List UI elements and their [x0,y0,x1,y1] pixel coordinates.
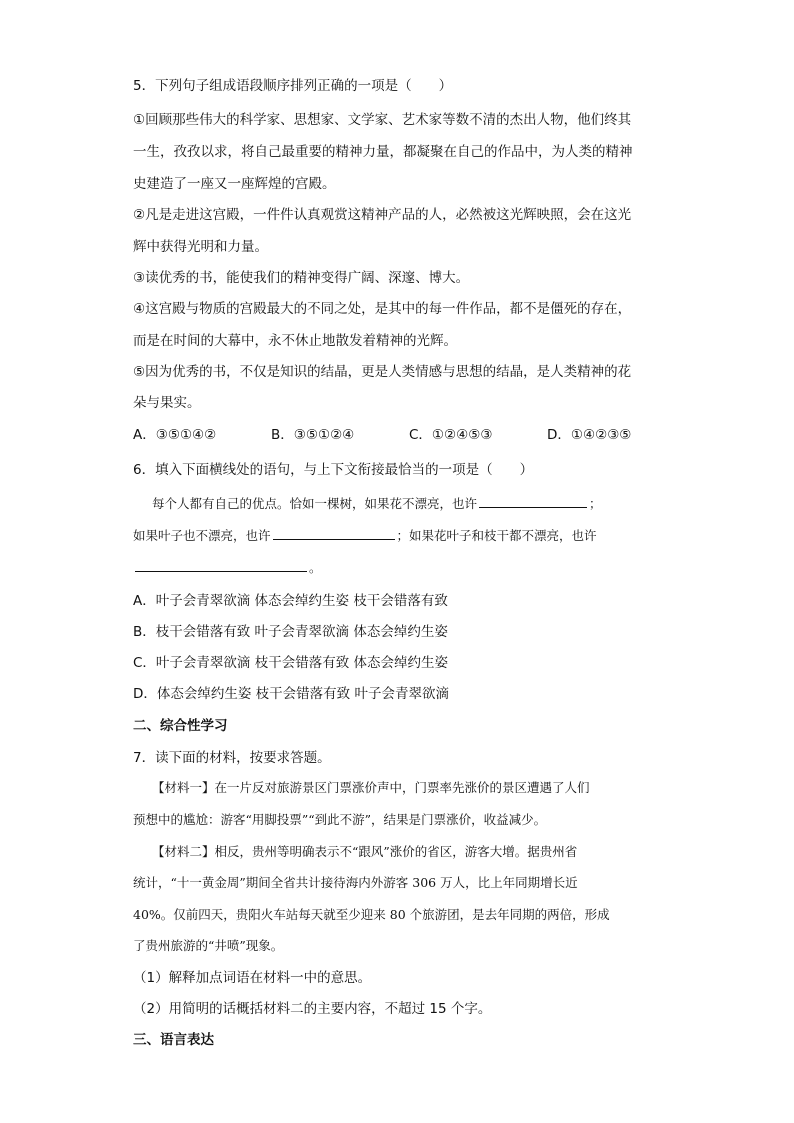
q6-passage-line-2 [133,526,597,544]
q7-subquestion-1: （1）解释加点词语在材料一中的意思。 [133,970,372,986]
q7-material-2-line-4: 了贵州旅游的“井喷”现象。 [133,938,284,953]
q6-passage-semicolon-1: ； [589,496,602,511]
q5-sentence-4-line-1: ④这宫殿与物质的宫殿最大的不同之处，是其中的每一件作品，都不是僵死的存在， [133,301,632,317]
q5-sentence-4-line-2: 而是在时间的大幕中，永不休止地散发着精神的光辉。 [133,333,457,349]
q7-material-2-line-2: 统计，“十一黄金周”期间全省共计接待海内外游客 306 万人，比上年同期增长近 [133,875,578,890]
q5-sentence-2-line-2: 辉中获得光明和力量。 [133,239,268,255]
q5-option-d[interactable]: D．①④②③⑤ [547,427,632,443]
q5-stem: 5．下列句子组成语段顺序排列正确的一项是（ ） [133,78,453,94]
q5-sentence-1-line-1: ①回顾那些伟大的科学家、思想家、文学家、艺术家等数不清的杰出人物，他们终其 [133,112,632,128]
q6-passage-text-3: ；如果花叶子和枝干都不漂亮，也许 [396,528,597,543]
q5-option-a[interactable]: A．③⑤①④② [133,427,217,443]
q6-blank-3[interactable] [135,570,307,572]
q5-option-c[interactable]: C．①②④⑤③ [409,427,493,443]
q7-stem: 7．读下面的材料，按要求答题。 [133,750,331,766]
q7-material-1-line-2: 预想中的尴尬：游客“用脚投票”“到此不游”，结果是门票涨价，收益减少。 [133,812,547,827]
q7-material-2-line-3: 40%。仅前四天，贵阳火车站每天就至少迎来 80 个旅游团，是去年同期的两倍，形成 [133,907,610,922]
q6-option-b[interactable]: B．枝干会错落有致 叶子会青翠欲滴 体态会绰约生姿 [133,624,448,640]
q7-subquestion-2: （2）用简明的话概括材料二的主要内容，不超过 15 个字。 [133,1001,492,1017]
q6-option-d[interactable]: D．体态会绰约生姿 枝干会错落有致 叶子会青翠欲滴 [133,686,449,702]
q5-sentence-1-line-3: 史建造了一座又一座辉煌的宫殿。 [133,176,336,192]
q5-option-b[interactable]: B．③⑤①②④ [271,427,355,443]
q6-passage-line-1 [152,494,602,512]
q6-passage-text-2: 如果叶子也不漂亮，也许 [133,528,271,543]
q5-sentence-5-line-2: 朵与果实。 [133,395,201,411]
q5-sentence-3: ③读优秀的书，能使我们的精神变得广阔、深邃、博大。 [133,270,470,286]
q6-passage-period: 。 [309,560,322,575]
q6-blank-2[interactable] [273,538,395,540]
q6-blank-1[interactable] [479,506,587,508]
q7-material-1-line-1: 【材料一】在一片反对旅游景区门票涨价声中，门票率先涨价的景区遭遇了人们 [152,780,590,795]
section-3-title: 三、语言表达 [133,1032,214,1048]
q5-sentence-2-line-1: ②凡是走进这宫殿，一件件认真观赏这精神产品的人，必然被这光辉映照，会在这光 [133,207,632,223]
q5-sentence-5-line-1: ⑤因为优秀的书，不仅是知识的结晶，更是人类情感与思想的结晶，是人类精神的花 [133,364,632,380]
q6-passage-text-1: 每个人都有自己的优点。恰如一棵树，如果花不漂亮，也许 [152,496,478,511]
q6-passage-line-3 [133,558,322,576]
q6-option-c[interactable]: C．叶子会青翠欲滴 枝干会错落有致 体态会绰约生姿 [133,655,449,671]
q7-material-2-line-1: 【材料二】相反，贵州等明确表示不“跟风”涨价的省区，游客大增。据贵州省 [152,844,578,859]
section-2-title: 二、综合性学习 [133,718,228,734]
q6-stem: 6．填入下面横线处的语句，与上下文衔接最恰当的一项是（ ） [133,462,534,478]
q6-option-a[interactable]: A．叶子会青翠欲滴 体态会绰约生姿 枝干会错落有致 [133,593,448,609]
q5-sentence-1-line-2: 一生，孜孜以求，将自己最重要的精神力量，都凝聚在自己的作品中，为人类的精神 [133,144,633,160]
